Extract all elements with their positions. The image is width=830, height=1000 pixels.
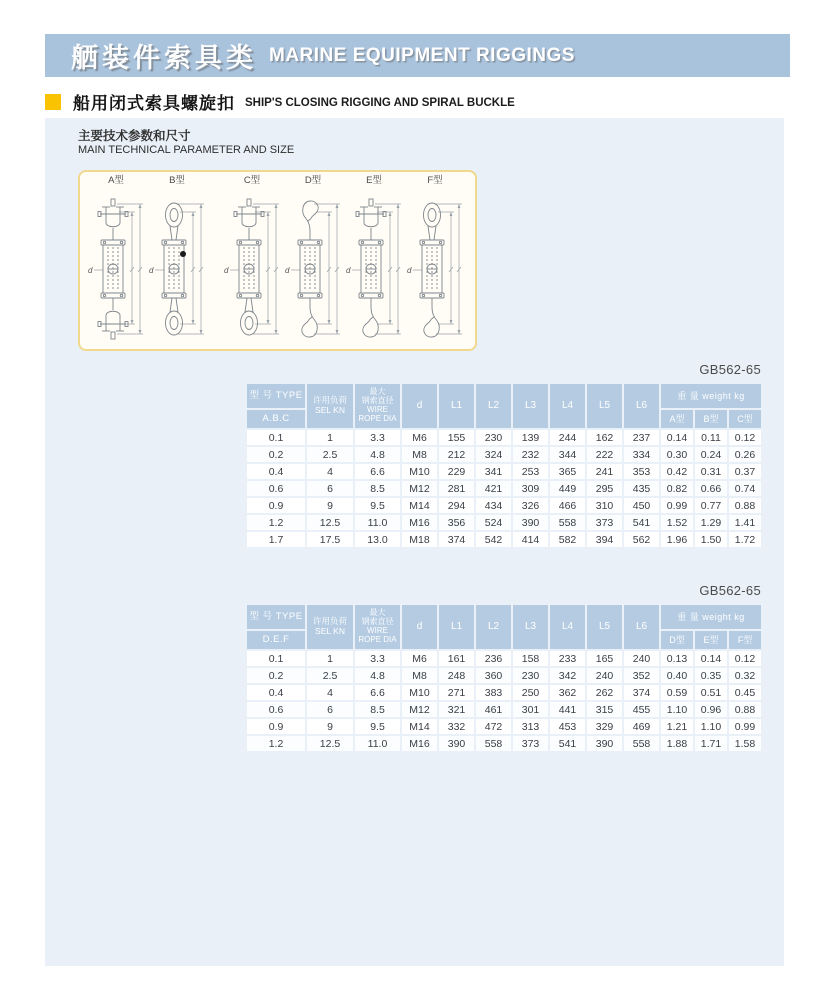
- column-header: L1: [439, 384, 474, 428]
- svg-text:d: d: [149, 266, 154, 275]
- table-cell: 248: [439, 668, 474, 683]
- table-cell: M14: [402, 719, 437, 734]
- table-cell: 0.2: [247, 447, 305, 462]
- column-header: L6: [624, 384, 659, 428]
- section-heading: [45, 89, 515, 114]
- table-cell: 0.4: [247, 464, 305, 479]
- column-header: L5: [587, 605, 622, 649]
- table-cell: 12.5: [307, 515, 353, 530]
- spec-table: [245, 382, 763, 549]
- content-panel: [45, 118, 784, 966]
- table-cell: 0.12: [729, 651, 761, 666]
- figure-type-a: [86, 175, 146, 348]
- table-row: [247, 464, 761, 479]
- table-cell: 324: [476, 447, 511, 462]
- table-cell: 1.29: [695, 515, 727, 530]
- table-cell: 8.5: [355, 481, 400, 496]
- column-header: A.B.C: [247, 410, 305, 428]
- table-cell: 230: [513, 668, 548, 683]
- table-cell: 13.0: [355, 532, 400, 547]
- table-cell: 414: [513, 532, 548, 547]
- page-title-en: MARINE EQUIPMENT RIGGINGS: [269, 44, 575, 66]
- table-cell: 0.40: [661, 668, 693, 683]
- column-header: L6: [624, 605, 659, 649]
- table-cell: 11.0: [355, 515, 400, 530]
- turnbuckle-drawing: [223, 186, 281, 348]
- table-cell: 329: [587, 719, 622, 734]
- table-cell: 4: [307, 685, 353, 700]
- table-cell: 1.7: [247, 532, 305, 547]
- table-cell: 558: [624, 736, 659, 751]
- table-cell: 295: [587, 481, 622, 496]
- table-cell: 165: [587, 651, 622, 666]
- figure-type-d: [283, 175, 343, 348]
- svg-text:d: d: [407, 266, 412, 275]
- table-cell: 1.21: [661, 719, 693, 734]
- column-header: C型: [729, 410, 761, 428]
- column-header: 最大 钢索直径 WIRE ROPE DIA: [355, 384, 400, 428]
- table-cell: 0.88: [729, 702, 761, 717]
- table-cell: 434: [476, 498, 511, 513]
- table-cell: 542: [476, 532, 511, 547]
- column-header: L4: [550, 605, 585, 649]
- figure-type-e: [344, 175, 404, 348]
- header-row: [247, 605, 761, 629]
- header-row: [247, 384, 761, 408]
- turnbuckle-drawing: [406, 186, 464, 348]
- table-cell: 11.0: [355, 736, 400, 751]
- table-cell: 229: [439, 464, 474, 479]
- table-cell: 271: [439, 685, 474, 700]
- table-cell: 313: [513, 719, 548, 734]
- table-cell: 281: [439, 481, 474, 496]
- table-cell: M14: [402, 498, 437, 513]
- table-cell: 162: [587, 430, 622, 445]
- table-cell: 356: [439, 515, 474, 530]
- spec-table-section-abc: [245, 362, 763, 549]
- table-cell: 1.52: [661, 515, 693, 530]
- turnbuckle-drawing: [87, 186, 145, 348]
- column-header: B型: [695, 410, 727, 428]
- table-cell: 383: [476, 685, 511, 700]
- figure-label: C型: [243, 175, 261, 186]
- table-cell: 241: [587, 464, 622, 479]
- section-title-zh: 船用闭式索具螺旋扣: [73, 94, 235, 113]
- table-cell: 4.8: [355, 447, 400, 462]
- column-header: L4: [550, 384, 585, 428]
- table-cell: 0.45: [729, 685, 761, 700]
- table-cell: M6: [402, 651, 437, 666]
- table-cell: 0.1: [247, 651, 305, 666]
- svg-text:d: d: [224, 266, 229, 275]
- column-header: L2: [476, 605, 511, 649]
- column-header: L1: [439, 605, 474, 649]
- table-cell: 240: [587, 668, 622, 683]
- table-cell: 1.10: [661, 702, 693, 717]
- column-header: L2: [476, 384, 511, 428]
- table-cell: 394: [587, 532, 622, 547]
- table-cell: 253: [513, 464, 548, 479]
- table-row: [247, 498, 761, 513]
- table-row: [247, 481, 761, 496]
- table-cell: 341: [476, 464, 511, 479]
- table-row: [247, 651, 761, 666]
- table-cell: 9: [307, 498, 353, 513]
- table-cell: 365: [550, 464, 585, 479]
- figure-label: A型: [108, 175, 124, 186]
- standard-number: GB562-65: [699, 583, 761, 598]
- table-cell: 0.74: [729, 481, 761, 496]
- table-cell: 472: [476, 719, 511, 734]
- table-cell: M18: [402, 532, 437, 547]
- table-cell: 232: [513, 447, 548, 462]
- table-cell: 373: [513, 736, 548, 751]
- figure-type-c: [222, 175, 282, 348]
- table-cell: 321: [439, 702, 474, 717]
- table-cell: 0.30: [661, 447, 693, 462]
- table-cell: 1.71: [695, 736, 727, 751]
- table-cell: 0.6: [247, 702, 305, 717]
- table-cell: 558: [476, 736, 511, 751]
- table-cell: 0.51: [695, 685, 727, 700]
- table-cell: 0.11: [695, 430, 727, 445]
- column-header: L5: [587, 384, 622, 428]
- table-row: [247, 702, 761, 717]
- figure-type-b: [147, 175, 207, 348]
- figure-label: F型: [427, 175, 443, 186]
- table-cell: 450: [624, 498, 659, 513]
- column-header: 最大 钢索直径 WIRE ROPE DIA: [355, 605, 400, 649]
- yellow-bullet-icon: [45, 94, 61, 110]
- table-cell: 352: [624, 668, 659, 683]
- table-cell: 236: [476, 651, 511, 666]
- column-header: d: [402, 605, 437, 649]
- table-cell: 0.66: [695, 481, 727, 496]
- table-cell: 294: [439, 498, 474, 513]
- table-cell: 0.96: [695, 702, 727, 717]
- table-cell: 334: [624, 447, 659, 462]
- table-cell: 158: [513, 651, 548, 666]
- table-cell: 1.2: [247, 515, 305, 530]
- table-cell: 326: [513, 498, 548, 513]
- table-cell: 0.24: [695, 447, 727, 462]
- table-cell: 0.1: [247, 430, 305, 445]
- table-cell: 435: [624, 481, 659, 496]
- table-cell: M8: [402, 668, 437, 683]
- table-cell: M10: [402, 464, 437, 479]
- spec-table: [245, 603, 763, 753]
- figure-type-f: [405, 175, 465, 348]
- table-cell: 0.82: [661, 481, 693, 496]
- turnbuckle-drawing: [284, 186, 342, 348]
- table-cell: 6.6: [355, 464, 400, 479]
- table-row: [247, 447, 761, 462]
- table-row: [247, 685, 761, 700]
- table-cell: 155: [439, 430, 474, 445]
- figure-label: D型: [304, 175, 322, 186]
- table-cell: 1.10: [695, 719, 727, 734]
- table-cell: 262: [587, 685, 622, 700]
- table-cell: 344: [550, 447, 585, 462]
- table-row: [247, 532, 761, 547]
- column-header: L3: [513, 605, 548, 649]
- table-cell: M12: [402, 481, 437, 496]
- table-cell: 0.2: [247, 668, 305, 683]
- table-cell: 0.9: [247, 719, 305, 734]
- dot-mark: [180, 251, 186, 257]
- table-cell: 4: [307, 464, 353, 479]
- table-cell: 6: [307, 481, 353, 496]
- table-cell: 237: [624, 430, 659, 445]
- column-header: L3: [513, 384, 548, 428]
- table-cell: 139: [513, 430, 548, 445]
- table-cell: 0.59: [661, 685, 693, 700]
- table-cell: 1.2: [247, 736, 305, 751]
- table-cell: 244: [550, 430, 585, 445]
- column-header: d: [402, 384, 437, 428]
- table-cell: 0.4: [247, 685, 305, 700]
- table-cell: 541: [550, 736, 585, 751]
- table-cell: 0.26: [729, 447, 761, 462]
- table-cell: 240: [624, 651, 659, 666]
- table-cell: 17.5: [307, 532, 353, 547]
- table-cell: 390: [439, 736, 474, 751]
- table-cell: M16: [402, 515, 437, 530]
- table-cell: 469: [624, 719, 659, 734]
- table-cell: 9.5: [355, 719, 400, 734]
- table-cell: 1.41: [729, 515, 761, 530]
- table-cell: 2.5: [307, 447, 353, 462]
- table-cell: 9.5: [355, 498, 400, 513]
- standard-number: GB562-65: [699, 362, 761, 377]
- table-cell: 6.6: [355, 685, 400, 700]
- table-cell: 4.8: [355, 668, 400, 683]
- column-header: D.E.F: [247, 631, 305, 649]
- table-cell: 0.31: [695, 464, 727, 479]
- table-cell: 1.96: [661, 532, 693, 547]
- subsection-title-en: MAIN TECHNICAL PARAMETER AND SIZE: [78, 144, 295, 156]
- table-cell: 0.6: [247, 481, 305, 496]
- table-cell: 0.99: [661, 498, 693, 513]
- column-header: 重 量 weight kg: [661, 384, 761, 408]
- turnbuckle-drawing: [345, 186, 403, 348]
- table-cell: 461: [476, 702, 511, 717]
- table-cell: 562: [624, 532, 659, 547]
- table-cell: 390: [587, 736, 622, 751]
- table-cell: 1.50: [695, 532, 727, 547]
- table-cell: 2.5: [307, 668, 353, 683]
- table-cell: 3.3: [355, 430, 400, 445]
- table-cell: 161: [439, 651, 474, 666]
- table-cell: 0.9: [247, 498, 305, 513]
- column-header: 重 量 weight kg: [661, 605, 761, 629]
- table-cell: M16: [402, 736, 437, 751]
- table-cell: 374: [624, 685, 659, 700]
- table-cell: 582: [550, 532, 585, 547]
- table-cell: 1.58: [729, 736, 761, 751]
- table-cell: 441: [550, 702, 585, 717]
- section-title-en: SHIP'S CLOSING RIGGING AND SPIRAL BUCKLE: [245, 97, 515, 109]
- svg-text:d: d: [285, 266, 290, 275]
- table-cell: 0.37: [729, 464, 761, 479]
- table-cell: 0.32: [729, 668, 761, 683]
- table-cell: 524: [476, 515, 511, 530]
- table-cell: 449: [550, 481, 585, 496]
- column-header: 型 号 TYPE: [247, 605, 305, 629]
- table-cell: M8: [402, 447, 437, 462]
- table-cell: 1: [307, 430, 353, 445]
- table-cell: M10: [402, 685, 437, 700]
- diagram-box: [78, 170, 477, 351]
- table-cell: 0.14: [661, 430, 693, 445]
- table-cell: 0.99: [729, 719, 761, 734]
- table-row: [247, 515, 761, 530]
- table-cell: 309: [513, 481, 548, 496]
- column-header: D型: [661, 631, 693, 649]
- table-cell: 3.3: [355, 651, 400, 666]
- table-cell: 8.5: [355, 702, 400, 717]
- page-title-zh: 舾装件索具类: [71, 43, 257, 73]
- table-cell: 250: [513, 685, 548, 700]
- table-cell: 466: [550, 498, 585, 513]
- figure-label: B型: [169, 175, 185, 186]
- table-cell: 233: [550, 651, 585, 666]
- subsection-title-zh: 主要技术参数和尺寸: [78, 129, 191, 143]
- page-header: [45, 34, 790, 77]
- table-cell: 301: [513, 702, 548, 717]
- table-cell: 6: [307, 702, 353, 717]
- table-cell: 315: [587, 702, 622, 717]
- table-cell: 0.13: [661, 651, 693, 666]
- table-cell: 0.77: [695, 498, 727, 513]
- table-cell: 12.5: [307, 736, 353, 751]
- table-cell: 212: [439, 447, 474, 462]
- svg-text:d: d: [346, 266, 351, 275]
- table-cell: 0.14: [695, 651, 727, 666]
- table-cell: 360: [476, 668, 511, 683]
- table-cell: 1: [307, 651, 353, 666]
- table-cell: 310: [587, 498, 622, 513]
- table-cell: 1.72: [729, 532, 761, 547]
- svg-text:d: d: [88, 266, 93, 275]
- table-cell: 455: [624, 702, 659, 717]
- table-cell: 230: [476, 430, 511, 445]
- column-header: E型: [695, 631, 727, 649]
- table-cell: 374: [439, 532, 474, 547]
- table-row: [247, 719, 761, 734]
- turnbuckle-drawing: [148, 186, 206, 348]
- table-cell: 0.35: [695, 668, 727, 683]
- table-row: [247, 430, 761, 445]
- spec-table-section-def: [245, 583, 763, 753]
- table-cell: 541: [624, 515, 659, 530]
- table-cell: 453: [550, 719, 585, 734]
- column-header: 型 号 TYPE: [247, 384, 305, 408]
- table-cell: 390: [513, 515, 548, 530]
- table-cell: M12: [402, 702, 437, 717]
- table-cell: M6: [402, 430, 437, 445]
- table-cell: 0.42: [661, 464, 693, 479]
- column-header: 许用负荷 SEL KN: [307, 384, 353, 428]
- column-header: A型: [661, 410, 693, 428]
- table-cell: 222: [587, 447, 622, 462]
- table-cell: 353: [624, 464, 659, 479]
- column-header: F型: [729, 631, 761, 649]
- table-cell: 9: [307, 719, 353, 734]
- table-row: [247, 668, 761, 683]
- column-header: 许用负荷 SEL KN: [307, 605, 353, 649]
- table-cell: 421: [476, 481, 511, 496]
- table-cell: 0.88: [729, 498, 761, 513]
- table-cell: 0.12: [729, 430, 761, 445]
- figure-label: E型: [366, 175, 382, 186]
- table-cell: 373: [587, 515, 622, 530]
- table-cell: 332: [439, 719, 474, 734]
- table-cell: 342: [550, 668, 585, 683]
- table-row: [247, 736, 761, 751]
- table-cell: 362: [550, 685, 585, 700]
- table-cell: 1.88: [661, 736, 693, 751]
- table-cell: 558: [550, 515, 585, 530]
